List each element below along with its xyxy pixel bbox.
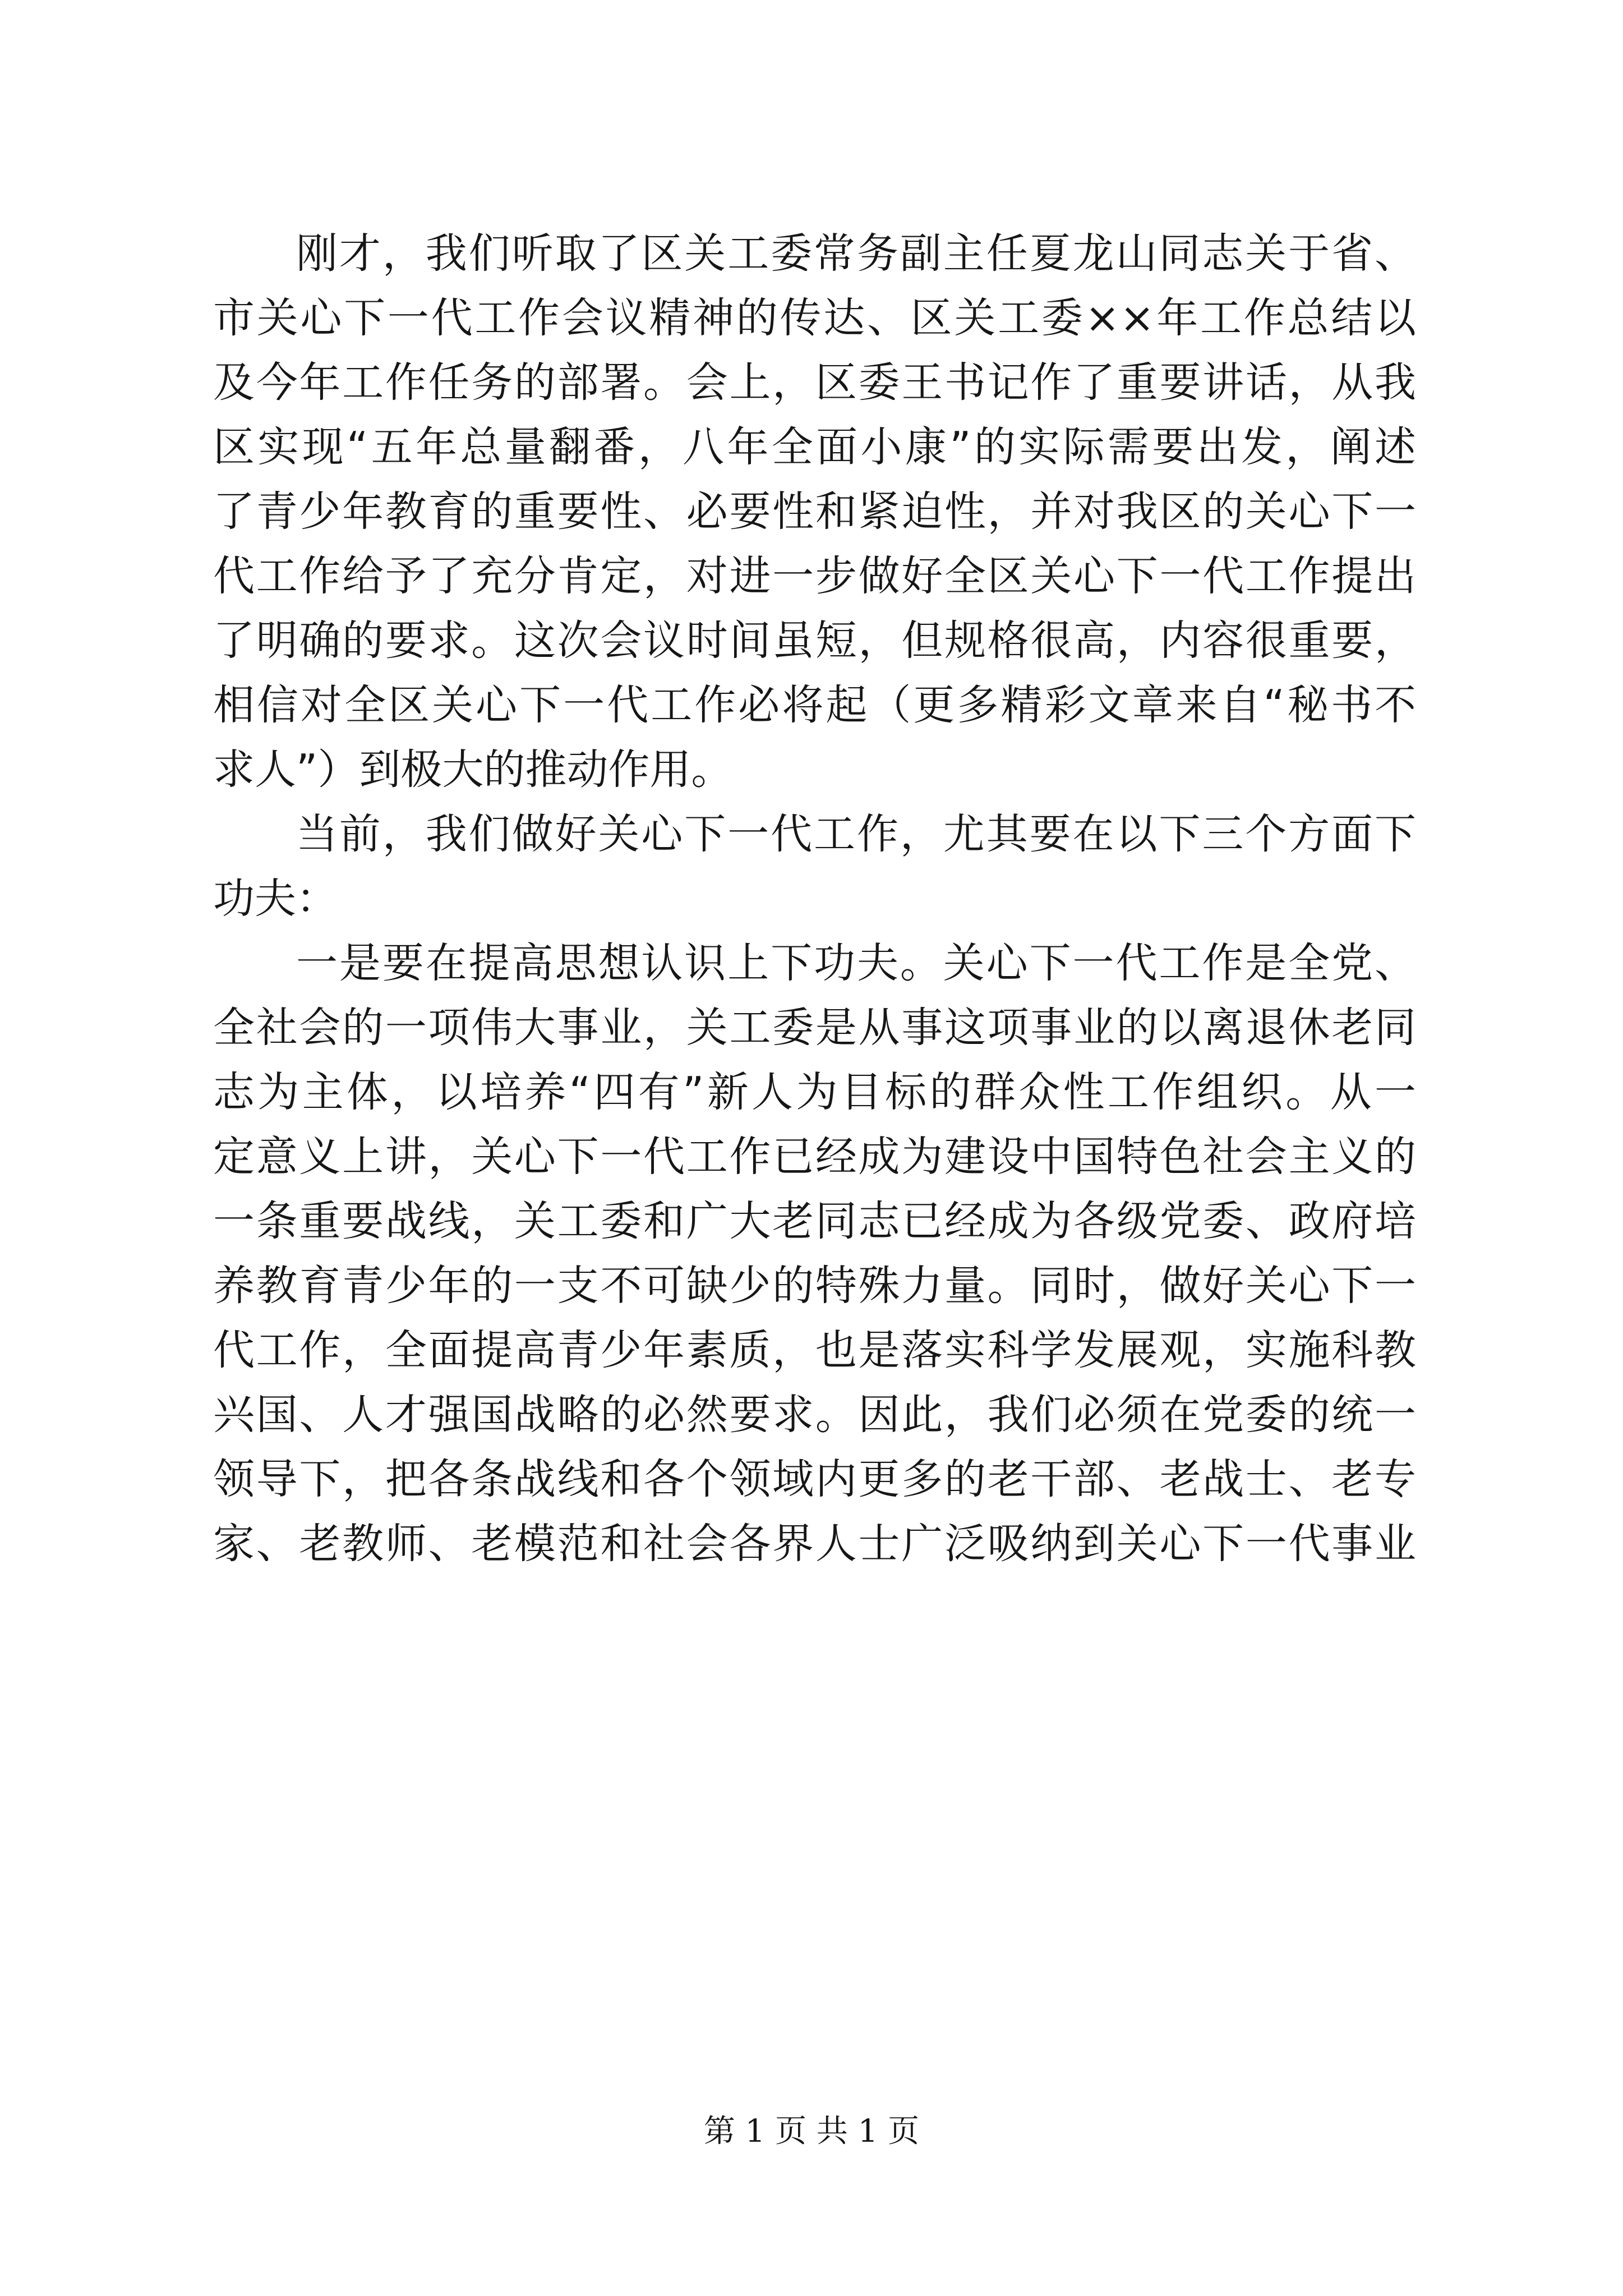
- text-line: 代工作给予了充分肯定，对进一步做好全区关心下一代工作提出: [213, 552, 1416, 600]
- text-line: 志为主体，以培养“四有”新人为目标的群众性工作组织。从一: [213, 1068, 1416, 1116]
- text-line: 了明确的要求。这次会议时间虽短，但规格很高，内容很重要，: [213, 616, 1416, 665]
- paragraph-1: [213, 222, 1416, 802]
- text-line: 领导下，把各条战线和各个领域内更多的老干部、老战士、老专: [213, 1455, 1416, 1503]
- text-line: 家、老教师、老模范和社会各界人士广泛吸纳到关心下一代事业: [213, 1520, 1416, 1568]
- text-line: 当前，我们做好关心下一代工作，尤其要在以下三个方面下: [296, 810, 1416, 858]
- text-line: 求人”）到极大的推动作用。: [213, 746, 733, 794]
- text-line: 刚才，我们听取了区关工委常务副主任夏龙山同志关于省、: [296, 229, 1416, 278]
- text-line: 一是要在提高思想认识上下功夫。关心下一代工作是全党、: [296, 939, 1416, 987]
- text-line: 兴国、人才强国战略的必然要求。因此，我们必须在党委的统一: [213, 1391, 1416, 1439]
- text-line: 了青少年教育的重要性、必要性和紧迫性，并对我区的关心下一: [213, 487, 1416, 536]
- text-line: 相信对全区关心下一代工作必将起（更多精彩文章来自“秘书不: [213, 681, 1416, 729]
- paragraph-3: [213, 931, 1416, 1576]
- text-line: 功夫：: [213, 875, 338, 923]
- text-line: 及今年工作任务的部署。会上，区委王书记作了重要讲话，从我: [213, 358, 1416, 407]
- paragraph-2: [213, 802, 1416, 931]
- text-line: 区实现“五年总量翻番，八年全面小康”的实际需要出发，阐述: [213, 423, 1416, 471]
- text-line: 一条重要战线，关工委和广大老同志已经成为各级党委、政府培: [213, 1197, 1416, 1245]
- page-footer: 第 1 页 共 1 页: [703, 2113, 920, 2150]
- text-line: 全社会的一项伟大事业，关工委是从事这项事业的以离退休老同: [213, 1004, 1416, 1052]
- text-line: 代工作，全面提高青少年素质，也是落实科学发展观，实施科教: [213, 1326, 1416, 1374]
- text-line: 市关心下一代工作会议精神的传达、区关工委××年工作总结以: [213, 294, 1416, 342]
- document-body: [213, 222, 1416, 1576]
- text-line: 定意义上讲，关心下一代工作已经成为建设中国特色社会主义的: [213, 1133, 1416, 1181]
- text-line: 养教育青少年的一支不可缺少的特殊力量。同时，做好关心下一: [213, 1262, 1416, 1310]
